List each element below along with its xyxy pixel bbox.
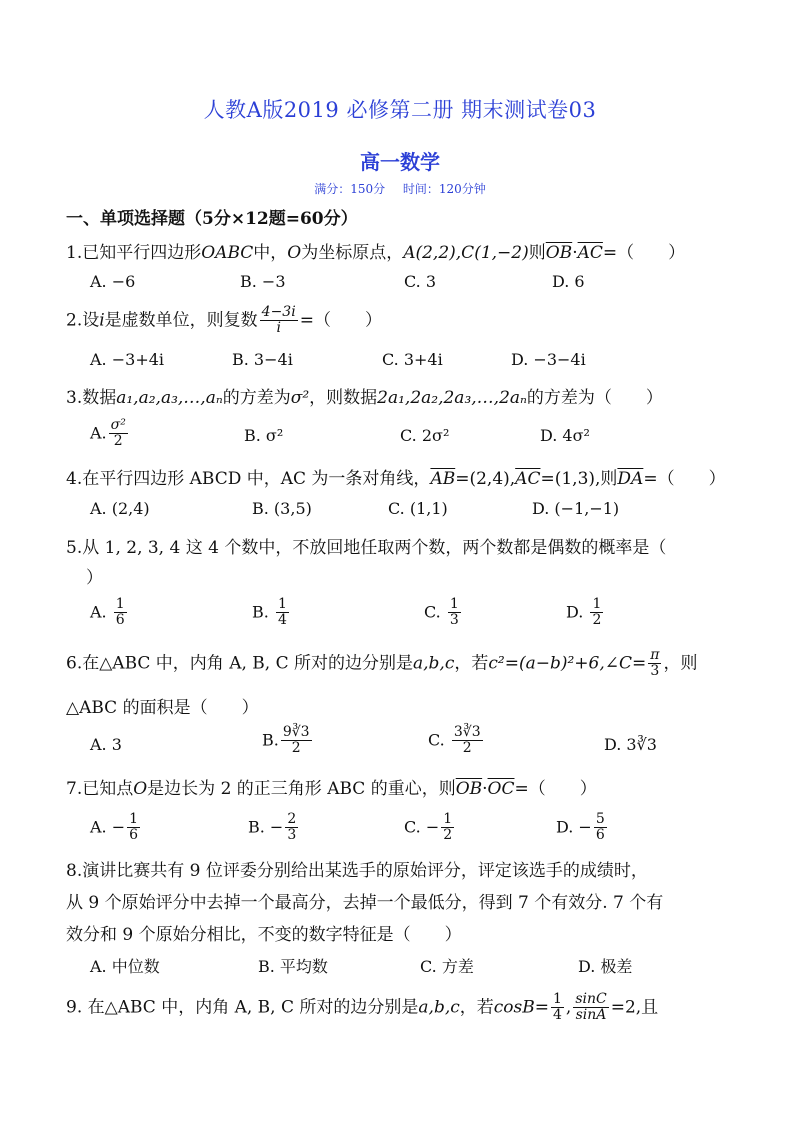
q3-option-a: A. $\frac{\text{σ²}}{2}$ bbox=[90, 417, 126, 450]
q2-option-b: B. 3−4i bbox=[232, 350, 293, 369]
question-2: 2.设i是虚数单位，则复数 $\frac{4-3i}{i}$ =（ ） bbox=[66, 304, 382, 337]
q1-option-a: A. −6 bbox=[90, 272, 136, 291]
q2-option-c: C. 3+4i bbox=[382, 350, 443, 369]
q1-option-d: D. 6 bbox=[552, 272, 585, 291]
q5-option-c: C. $\frac{1}{3}$ bbox=[424, 596, 459, 629]
q4-option-b: B. (3,5) bbox=[252, 499, 312, 518]
q3-option-b: B. σ² bbox=[244, 426, 284, 445]
q5-option-a: A. $\frac{1}{6}$ bbox=[90, 596, 125, 629]
question-5: 5.从 1, 2, 3, 4 这 4 个数中，不放回地任取两个数，两个数都是偶数的概率是（ bbox=[66, 538, 667, 558]
q4-option-d: D. (−1,−1) bbox=[532, 499, 620, 518]
q4-option-c: C. (1,1) bbox=[388, 499, 448, 518]
question-8-line2: 从 9 个原始评分中去掉一个最高分，去掉一个最低分，得到 7 个有效分. 7 个有 bbox=[66, 893, 664, 913]
question-8-line3: 效分和 9 个原始分相比，不变的数字特征是（ ） bbox=[66, 925, 462, 945]
question-1: 1.已知平行四边形OABC中，O为坐标原点，A(2,2),C(1,−2)则$\overline{OB}\cdot\overline{AC}=$（ ） bbox=[66, 243, 686, 263]
q6-option-c: C. $\frac{3∛3}{2}$ bbox=[428, 724, 481, 757]
subject-title: 高一数学 bbox=[360, 150, 440, 174]
page-title: 人教A版2019 必修第二册 期末测试卷03 bbox=[203, 98, 597, 122]
q8-option-d: D. 极差 bbox=[578, 957, 633, 976]
question-9: 9. 在△ABC 中，内角 A, B, C 所对的边分别是a,b,c，若cosB= $\frac{1}{4}$ , $\frac{\sin C}{\sin A}$ =2,且 bbox=[66, 991, 659, 1024]
q5-option-b: B. $\frac{1}{4}$ bbox=[252, 596, 287, 629]
question-4: 4.在平行四边形 ABCD 中，AC 为一条对角线，$\overline{AB}=(2,4),\overline{AC}=(1,3)$,则$\overline{DA}=$（ ） bbox=[66, 469, 726, 489]
q8-option-c: C. 方差 bbox=[420, 957, 474, 976]
q5-option-d: D. $\frac{1}{2}$ bbox=[566, 596, 602, 629]
q7-option-d: D. − $\frac{5}{6}$ bbox=[556, 811, 605, 844]
q6-option-d: D. 3∛3 bbox=[604, 735, 657, 754]
q8-option-a: A. 中位数 bbox=[90, 957, 160, 976]
question-7: 7.已知点O是边长为 2 的正三角形 ABC 的重心，则$\overline{OB}\cdot\overline{OC}=$（ ） bbox=[66, 779, 597, 799]
question-8: 8.演讲比赛共有 9 位评委分别给出某选手的原始评分，评定该选手的成绩时， bbox=[66, 861, 648, 881]
q8-option-b: B. 平均数 bbox=[258, 957, 328, 976]
q4-option-a: A. (2,4) bbox=[90, 499, 150, 518]
q6-option-b: B. $\frac{9∛3}{2}$ bbox=[262, 724, 310, 757]
question-5-line2: ） bbox=[86, 568, 103, 588]
question-3: 3.数据a₁,a₂,a₃,…,aₙ的方差为σ²，则数据2a₁,2a₂,2a₃,…,2aₙ的方差为（ ） bbox=[66, 388, 663, 408]
q3-option-c: C. 2σ² bbox=[400, 426, 450, 445]
q2-option-a: A. −3+4i bbox=[90, 350, 165, 369]
q7-option-b: B. − $\frac{2}{3}$ bbox=[248, 811, 297, 844]
section-heading: 一、单项选择题（5分×12题=60分） bbox=[66, 209, 358, 229]
q7-option-c: C. − $\frac{1}{2}$ bbox=[404, 811, 453, 844]
question-6: 6.在△ABC 中，内角 A, B, C 所对的边分别是a,b,c，若c²=(a−b)²+6,∠C= $\frac{\pi}{3}$ ，则 bbox=[66, 647, 698, 680]
q2-option-d: D. −3−4i bbox=[511, 350, 586, 369]
question-6-line2: △ABC 的面积是（ ） bbox=[66, 698, 259, 718]
score-time-info: 满分：150分 时间：120分钟 bbox=[314, 182, 486, 196]
q3-option-d: D. 4σ² bbox=[540, 426, 590, 445]
q6-option-a: A. 3 bbox=[90, 735, 122, 754]
q1-option-b: B. −3 bbox=[240, 272, 286, 291]
q7-option-a: A. − $\frac{1}{6}$ bbox=[90, 811, 139, 844]
q1-option-c: C. 3 bbox=[404, 272, 437, 291]
